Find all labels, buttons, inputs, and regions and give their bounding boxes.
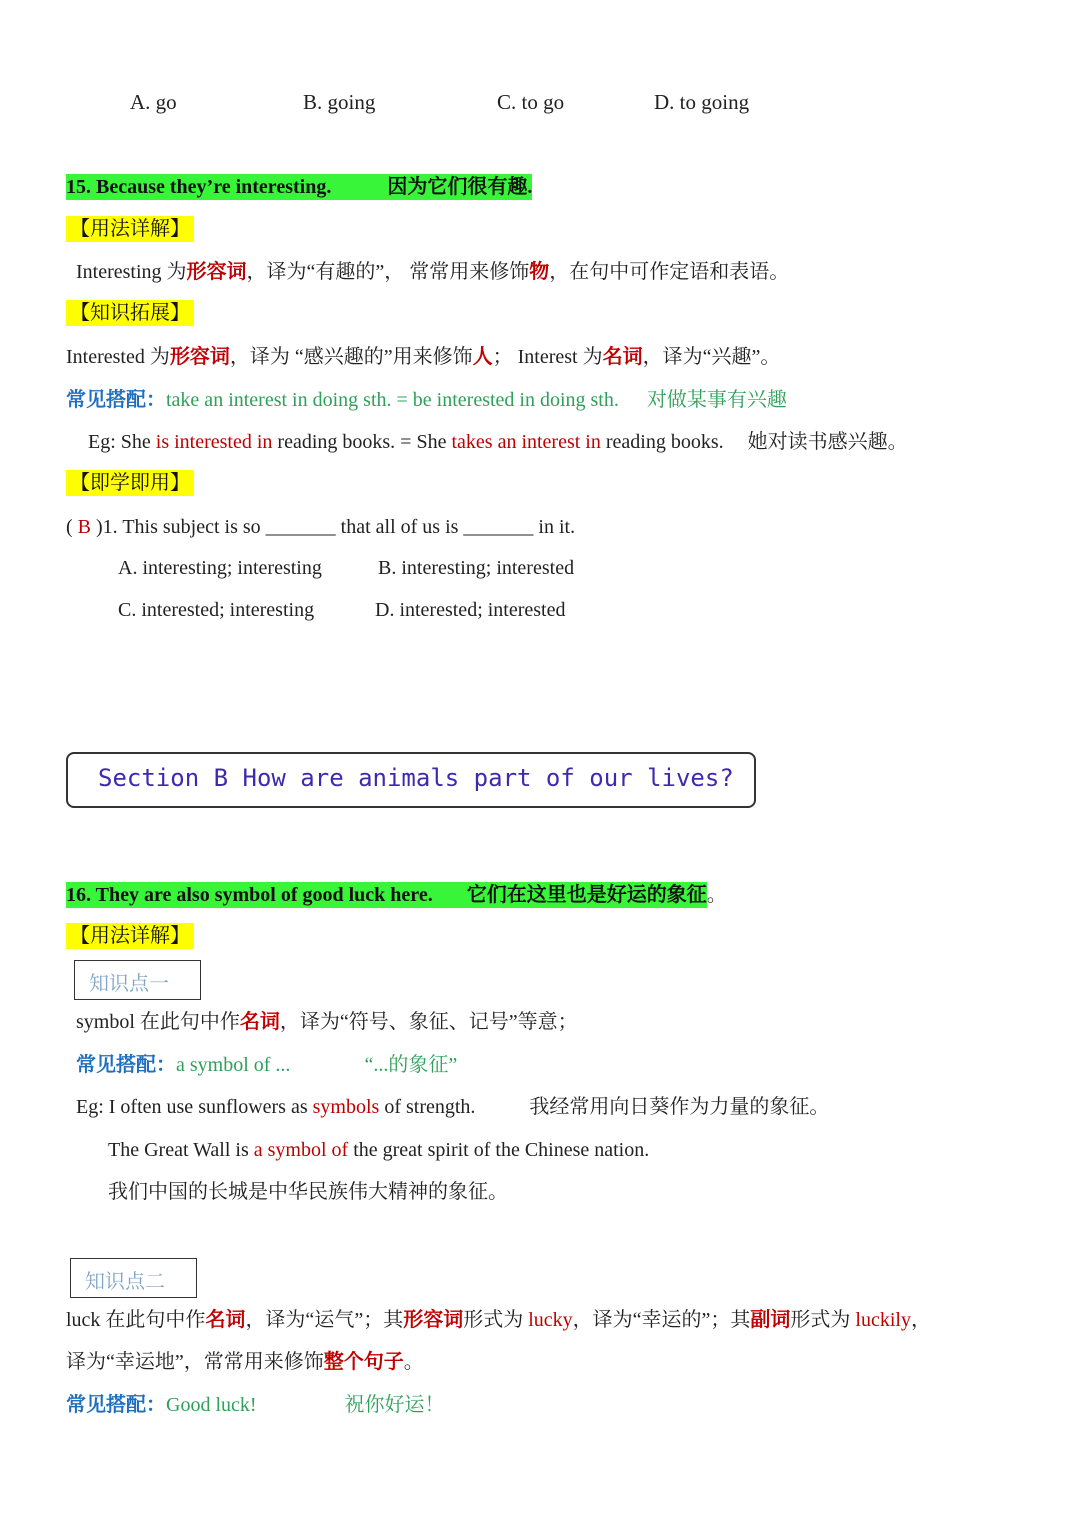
collocation-cn: 对做某事有兴趣 xyxy=(646,389,787,411)
question-answer: B xyxy=(77,516,92,538)
question-stem: )1. This subject is so _______ that all of us is _______ in it. xyxy=(91,516,576,538)
choice-a: A. interesting; interesting xyxy=(118,557,322,579)
kp2-text-2 xyxy=(66,1347,424,1377)
kp1-example-1 xyxy=(76,1092,829,1122)
kp2-collocation xyxy=(66,1390,445,1420)
usage-thing: 物 xyxy=(529,261,550,283)
question-line xyxy=(66,512,575,542)
usage-tag-label: 【用法详解】 xyxy=(66,216,194,242)
kp2-adverb: 副词 xyxy=(750,1309,791,1331)
expand-tag-label: 【知识拓展】 xyxy=(66,300,194,326)
kp2-luckily: luckily xyxy=(855,1309,911,1331)
eg2-highlight: a symbol of xyxy=(253,1139,349,1161)
expand-noun: 名词 xyxy=(602,346,643,368)
usage-adj: 形容词 xyxy=(186,261,247,283)
practice-tag-label: 【即学即用】 xyxy=(66,470,194,496)
item16-heading-en: 16. They are also symbol of good luck here. xyxy=(66,882,467,908)
kp2-collocation-text: Good luck! xyxy=(166,1394,257,1416)
expand-part: ，译为 “感兴趣的”用来修饰 xyxy=(229,346,473,368)
eg1-highlight: symbols xyxy=(312,1096,380,1118)
kp1-noun: 名词 xyxy=(239,1011,280,1033)
option-c: C. to go xyxy=(497,90,565,114)
item16-heading-tail: 。 xyxy=(706,884,727,906)
eg1-part: Eg: I often use sunflowers as xyxy=(76,1096,313,1118)
collocation-text: take an interest in doing sth. = be interested in doing sth. xyxy=(166,389,619,411)
knowledge-point-1: 知识点一 xyxy=(74,960,201,1000)
choice-b: B. interesting; interested xyxy=(378,557,575,579)
kp2-part: 译为“幸运地”，常常用来修饰 xyxy=(66,1351,324,1373)
item16-usage-tag-label: 【用法详解】 xyxy=(66,923,194,949)
usage-tag xyxy=(66,214,194,244)
kp2-text-1 xyxy=(66,1305,931,1335)
kp2-part: luck 在此句中作 xyxy=(66,1309,206,1331)
item16-heading xyxy=(66,880,727,910)
kp1-example-2-cn: 我们中国的长城是中华民族伟大精神的象征。 xyxy=(108,1181,508,1203)
example-part: Eg: She xyxy=(88,431,156,453)
usage-part: Interesting 为 xyxy=(76,261,187,283)
usage-part: ，在句中可作定语和表语。 xyxy=(549,261,790,283)
kp1-part: symbol 在此句中作 xyxy=(76,1011,240,1033)
expand-part: Interested 为 xyxy=(66,346,170,368)
collocation-label: 常见搭配： xyxy=(66,389,166,411)
expand-part: ，译为“兴趣”。 xyxy=(642,346,781,368)
expand-tag xyxy=(66,298,194,328)
example-line xyxy=(88,427,908,457)
example-part: reading books. xyxy=(600,431,724,453)
section-b-title: Section B How are animals part of our lives? xyxy=(98,764,734,792)
example-highlight: is interested in xyxy=(155,431,273,453)
kp2-collocation-label: 常见搭配： xyxy=(66,1394,166,1416)
question-part: ( xyxy=(66,516,78,538)
eg1-cn: 我经常用向日葵作为力量的象征。 xyxy=(529,1096,830,1118)
kp2-part: 形式为 xyxy=(463,1309,529,1331)
section-b-box xyxy=(66,752,756,808)
expand-person: 人 xyxy=(472,346,493,368)
example-highlight: takes an interest in xyxy=(451,431,601,453)
option-d: D. to going xyxy=(654,90,750,114)
kp2-part: ，译为“幸运的”；其 xyxy=(572,1309,751,1331)
expand-adj: 形容词 xyxy=(169,346,230,368)
item15-heading-cn: 因为它们很有趣. xyxy=(387,176,533,198)
kp2-part: ，译为“运气”；其 xyxy=(245,1309,404,1331)
kp2-sentence: 整个句子 xyxy=(323,1351,404,1373)
item15-heading xyxy=(66,172,532,202)
choice-c: C. interested; interesting xyxy=(118,599,315,621)
option-a: A. go xyxy=(130,90,177,114)
kp2-adj: 形容词 xyxy=(403,1309,464,1331)
kp1-example-2 xyxy=(108,1135,649,1165)
collocation-line xyxy=(66,385,787,415)
example-cn: 她对读书感兴趣。 xyxy=(747,431,908,453)
knowledge-point-2: 知识点二 xyxy=(70,1258,197,1298)
kp2-collocation-cn: 祝你好运！ xyxy=(344,1394,445,1416)
usage-part: ，译为“有趣的”， 常常用来修饰 xyxy=(246,261,530,283)
expand-part: ； Interest 为 xyxy=(492,346,603,368)
kp1-part: ，译为“符号、象征、记号”等意； xyxy=(279,1011,578,1033)
kp2-lucky: lucky xyxy=(528,1309,573,1331)
kp2-part: 形式为 xyxy=(790,1309,856,1331)
item16-heading-cn: 它们在这里也是好运的象征 xyxy=(466,884,707,906)
eg2-part: The Great Wall is xyxy=(108,1139,254,1161)
example-part: reading books. = She xyxy=(272,431,452,453)
eg1-part: of strength. xyxy=(379,1096,476,1118)
option-b: B. going xyxy=(303,90,376,114)
item16-usage-tag xyxy=(66,921,194,951)
expand-text xyxy=(66,342,780,372)
kp2-part: 。 xyxy=(403,1351,424,1373)
usage-text xyxy=(76,257,789,287)
kp2-part: ， xyxy=(910,1309,931,1331)
eg2-part: the great spirit of the Chinese nation. xyxy=(348,1139,650,1161)
kp1-collocation-label: 常见搭配： xyxy=(76,1054,176,1076)
item15-heading-en: 15. Because they’re interesting. xyxy=(66,174,387,200)
choice-d: D. interested; interested xyxy=(375,599,566,621)
kp1-collocation-cn: “...的象征” xyxy=(364,1054,458,1076)
kp1-text xyxy=(76,1007,578,1037)
kp1-collocation-text: a symbol of ... xyxy=(176,1054,291,1076)
kp2-noun: 名词 xyxy=(205,1309,246,1331)
practice-tag xyxy=(66,468,194,498)
kp1-collocation xyxy=(76,1050,457,1080)
